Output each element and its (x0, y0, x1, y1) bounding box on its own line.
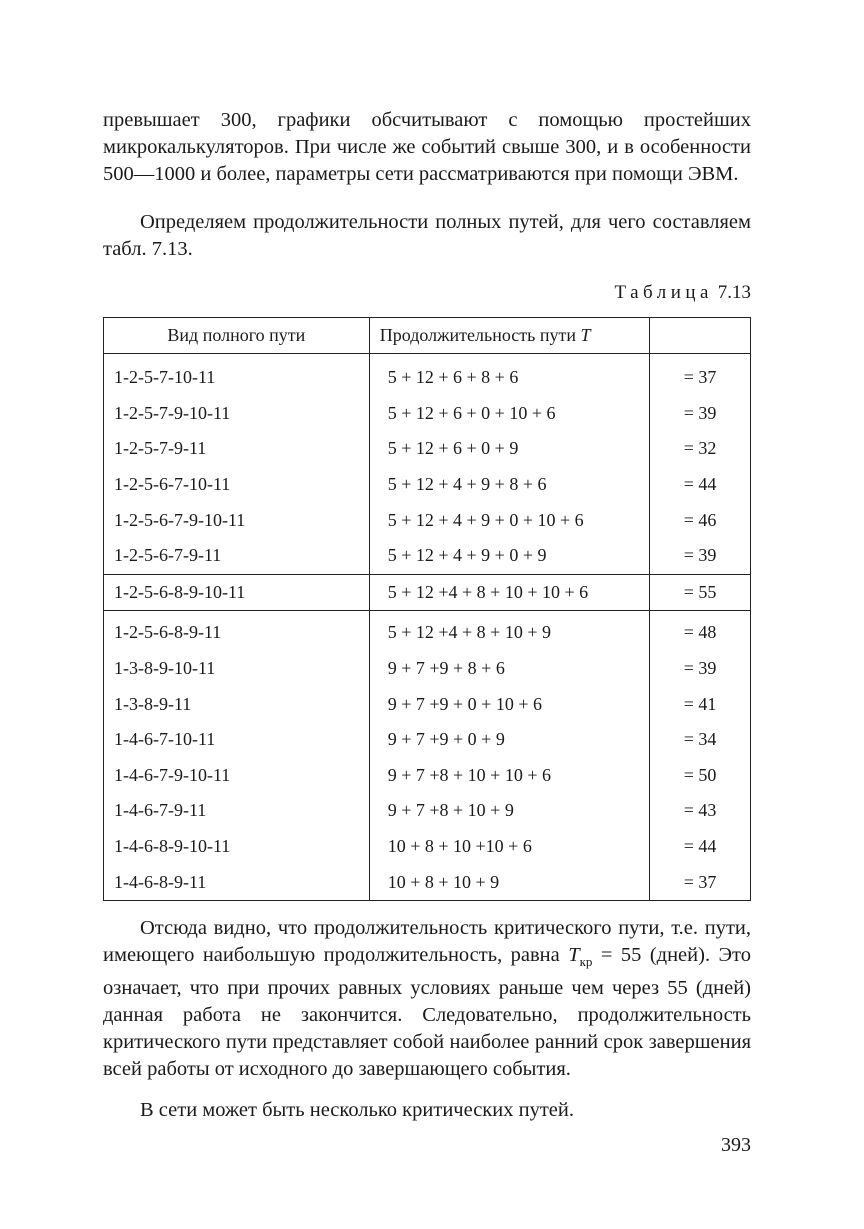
page-number: 393 (721, 1134, 751, 1156)
table-row (104, 467, 751, 503)
header-duration (369, 318, 649, 354)
header-duration-label: Продолжительность пути (379, 325, 576, 345)
cell-sum: 5 + 12 + 6 + 0 + 10 + 6 (369, 396, 649, 432)
header-total (650, 318, 751, 354)
cell-sum: 9 + 7 +8 + 10 + 10 + 6 (369, 758, 649, 794)
paths-table (103, 317, 751, 901)
cell-path: 1-3-8-9-11 (104, 686, 370, 722)
cell-total: = 37 (650, 864, 751, 900)
cell-path: 1-2-5-7-9-10-11 (104, 396, 370, 432)
cell-total: = 48 (650, 611, 751, 651)
cell-total: = 43 (650, 793, 751, 829)
cell-total: = 44 (650, 829, 751, 865)
cell-total: = 34 (650, 722, 751, 758)
cell-path: 1-4-6-7-10-11 (104, 722, 370, 758)
cell-path: 1-4-6-7-9-10-11 (104, 758, 370, 794)
cell-total: = 39 (650, 396, 751, 432)
cell-sum: 5 + 12 +4 + 8 + 10 + 9 (369, 611, 649, 651)
cell-total: = 46 (650, 502, 751, 538)
conclusion-part-2: = 55 (дней). Это означает, что при прочих равных условиях раньше чем через 55 (дней) данная работа не закончится. Следовательно, продолжительность критического пути представляет собой наиболее ранний срок завершения всей работы от исходного до завершающего события. (103, 944, 751, 1081)
table-row (104, 611, 751, 651)
cell-path: 1-2-5-7-9-11 (104, 431, 370, 467)
table-row (104, 502, 751, 538)
header-duration-var: T (580, 325, 591, 345)
cell-path: 1-3-8-9-10-11 (104, 651, 370, 687)
cell-sum: 9 + 7 +9 + 8 + 6 (369, 651, 649, 687)
conclusion-part-1: Отсюда видно, что продолжительность критического пути, т.е. пути, имеющего наибольшую продолжительность, равна (103, 917, 751, 966)
cell-path: 1-2-5-6-8-9-10-11 (104, 574, 370, 611)
intro-paragraph-2: Определяем продолжительности полных путей, для чего составляем табл. 7.13. (103, 211, 751, 260)
cell-path: 1-2-5-6-7-9-10-11 (104, 502, 370, 538)
table-row (104, 722, 751, 758)
table-body (104, 354, 751, 901)
cell-sum: 9 + 7 +9 + 0 + 10 + 6 (369, 686, 649, 722)
cell-path: 1-4-6-8-9-10-11 (104, 829, 370, 865)
table-row (104, 829, 751, 865)
cell-total: = 32 (650, 431, 751, 467)
cell-path: 1-2-5-6-7-9-11 (104, 538, 370, 574)
cell-sum: 5 + 12 +4 + 8 + 10 + 10 + 6 (369, 574, 649, 611)
table-row (104, 354, 751, 396)
cell-sum: 5 + 12 + 6 + 8 + 6 (369, 354, 649, 396)
table-row (104, 396, 751, 432)
cell-sum: 5 + 12 + 4 + 9 + 0 + 10 + 6 (369, 502, 649, 538)
cell-path: 1-2-5-7-10-11 (104, 354, 370, 396)
table-row (104, 758, 751, 794)
table-header-row (104, 318, 751, 354)
table-row (104, 431, 751, 467)
table-caption-word: Таблица (614, 282, 713, 303)
critical-path-var: T (568, 944, 580, 966)
cell-path: 1-2-5-6-8-9-11 (104, 611, 370, 651)
table-row (104, 651, 751, 687)
cell-total: = 39 (650, 538, 751, 574)
cell-path: 1-4-6-8-9-11 (104, 864, 370, 900)
cell-total: = 44 (650, 467, 751, 503)
table-row (104, 793, 751, 829)
cell-sum: 5 + 12 + 4 + 9 + 8 + 6 (369, 467, 649, 503)
table-row (104, 686, 751, 722)
conclusion-paragraph (103, 915, 751, 1083)
cell-sum: 5 + 12 + 4 + 9 + 0 + 9 (369, 538, 649, 574)
closing-paragraph: В сети может быть несколько критических путей. (140, 1099, 574, 1121)
cell-total: = 39 (650, 651, 751, 687)
cell-sum: 10 + 8 + 10 + 9 (369, 864, 649, 900)
cell-sum: 5 + 12 + 6 + 0 + 9 (369, 431, 649, 467)
cell-sum: 9 + 7 +8 + 10 + 9 (369, 793, 649, 829)
table-row (104, 574, 751, 611)
intro-paragraph-1: превышает 300, графики обсчитывают с помощью простейших микрокалькуляторов. При числе же событий свыше 300, и в особенности 500—1000 и более, параметры сети рассматриваются при помощи ЭВМ. (103, 109, 751, 185)
table-row (104, 864, 751, 900)
cell-path: 1-2-5-6-7-10-11 (104, 467, 370, 503)
cell-path: 1-4-6-7-9-11 (104, 793, 370, 829)
header-path: Вид полного пути (104, 318, 370, 354)
table-caption-number: 7.13 (717, 282, 751, 303)
cell-sum: 9 + 7 +9 + 0 + 9 (369, 722, 649, 758)
cell-total: = 41 (650, 686, 751, 722)
critical-path-var-sub: кр (579, 954, 593, 970)
cell-total: = 37 (650, 354, 751, 396)
cell-total: = 50 (650, 758, 751, 794)
cell-sum: 10 + 8 + 10 +10 + 6 (369, 829, 649, 865)
table-caption (614, 282, 751, 304)
table-row (104, 538, 751, 574)
cell-total: = 55 (650, 574, 751, 611)
